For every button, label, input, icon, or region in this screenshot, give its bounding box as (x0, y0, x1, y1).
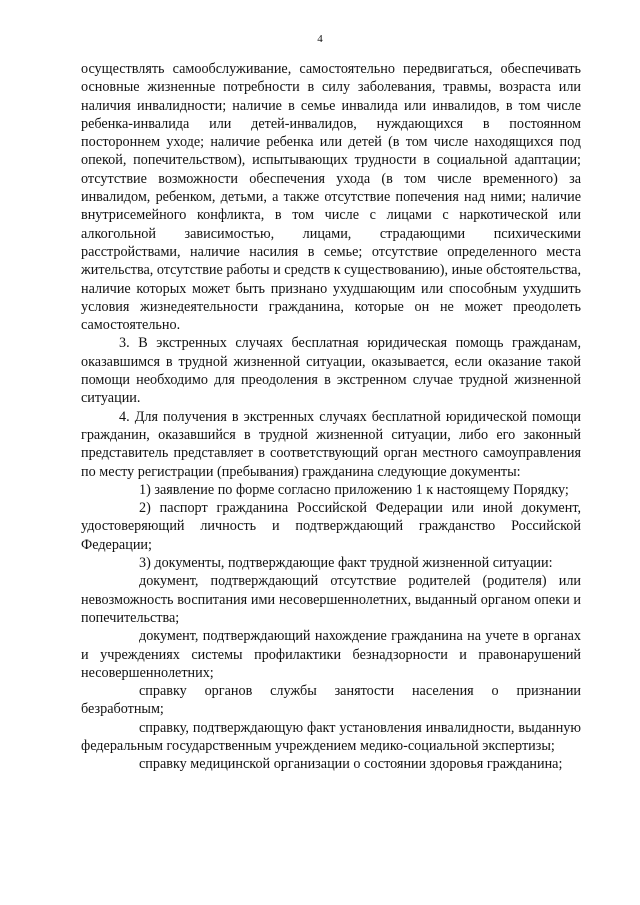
list-item-1: 1) заявление по форме согласно приложению 1 к настоящему Порядку; (139, 481, 569, 498)
list-item-2: 2) паспорт гражданина Российской Федерации или иной документ, удостоверяющий личность и подтверждающий гражданство Российской Федерации; (81, 500, 581, 553)
document-body (81, 60, 581, 774)
subitem-disability-cert: справку, подтверждающую факт установления инвалидности, выданную федеральным государственным учреждением медико-социальной экспертизы; (81, 719, 581, 754)
page-number: 4 (317, 33, 323, 45)
subitem-guardianship-doc: документ, подтверждающий отсутствие родителей (родителя) или невозможность воспитания ими несовершеннолетних, выданный органом опеки и попечительства; (81, 573, 581, 626)
subitem-medical-cert: справку медицинской организации о состоянии здоровья гражданина; (139, 756, 563, 773)
paragraph-3: 3. В экстренных случаях бесплатная юридическая помощь гражданам, оказавшимся в трудной жизненной ситуации, оказывается, если оказание такой помощи необходимо для преодоления в экстренном случае трудной жизненной ситуации. (81, 335, 581, 407)
subitem-unemployment-cert: справку органов службы занятости населения о признании безработным; (81, 683, 581, 718)
paragraph-4: 4. Для получения в экстренных случаях бесплатной юридической помощи гражданин, оказавшийся в трудной жизненной ситуации, либо его законный представитель представляет в соответствующий орган местного самоуправления по месту регистрации (пребывания) гражданина следующие документы: (81, 408, 581, 480)
list-item-3: 3) документы, подтверждающие факт трудной жизненной ситуации: (139, 555, 553, 572)
subitem-registration-doc: документ, подтверждающий нахождение гражданина на учете в органах и учреждениях системы профилактики безнадзорности и правонарушений несовершеннолетних; (81, 628, 581, 681)
paragraph-continuation: осуществлять самообслуживание, самостоятельно передвигаться, обеспечивать основные жизненные потребности в силу заболевания, травмы, возраста или наличия инвалидности; наличие в семье инвалида или инвалидов, в том числе ребенка-инвалида или детей-инвалидов, нуждающихся в постоянном постороннем уходе; наличие ребенка или детей (в том числе находящихся под опекой, попечительством), испытывающих трудности в социальной адаптации; отсутствие возможности обеспечения ухода (в том числе временного) за инвалидом, ребенком, детьми, а также отсутствие попечения над ними; наличие внутрисемейного конфликта, в том числе с лицами с наркотической или алкогольной зависимостью, лицами, страдающими психическими расстройствами, наличие насилия в семье; отсутствие определенного места жительства, отсутствие работы и средств к существованию), иные обстоятельства, наличие которых может быть признано ухудшающим или способным ухудшить условия жизнедеятельности гражданина, которые он не может преодолеть самостоятельно. (81, 61, 581, 334)
